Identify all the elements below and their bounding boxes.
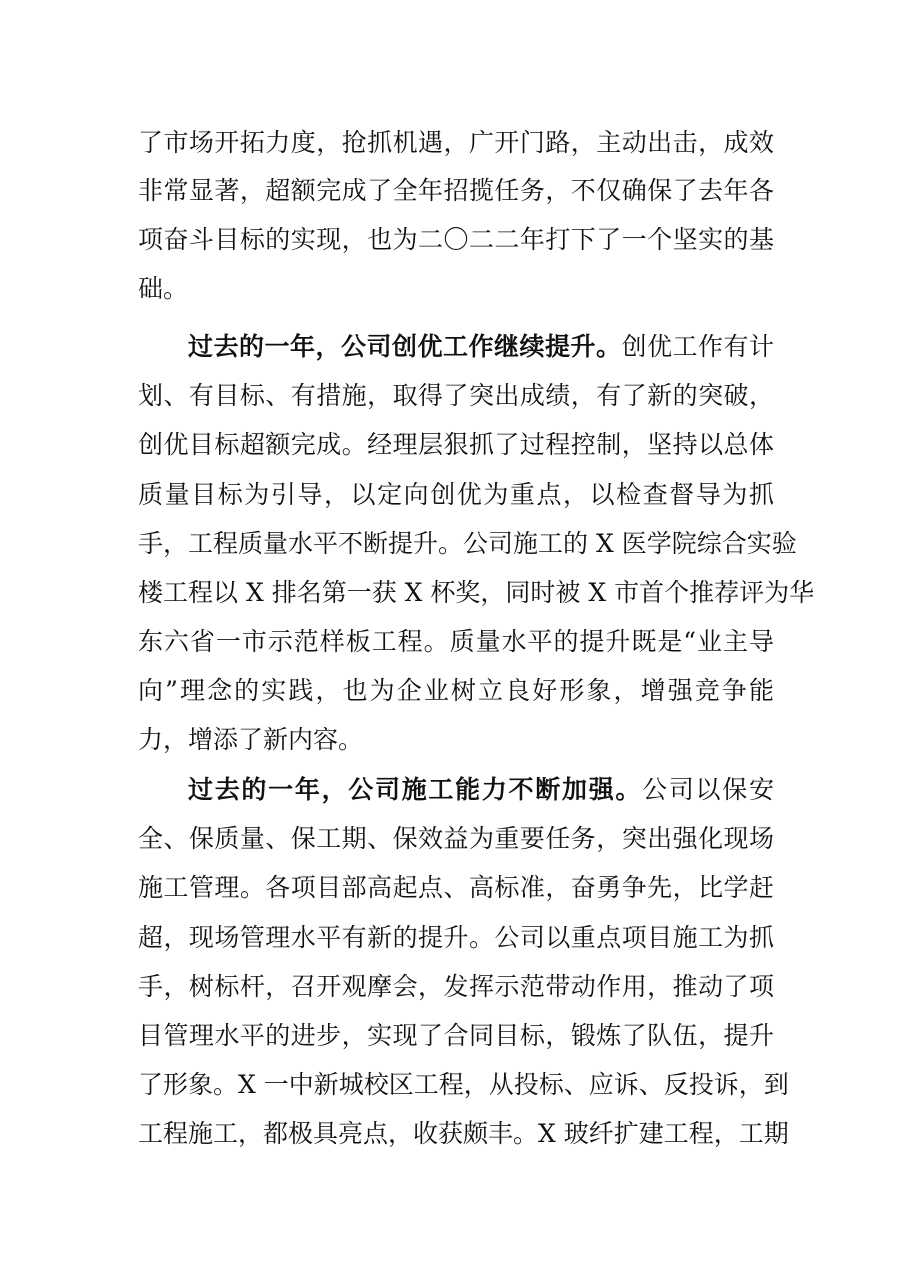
paragraph-line: 非常显著，超额完成了全年招揽任务，不仅确保了去年各: [138, 176, 774, 205]
paragraph-line: 础。: [138, 274, 189, 303]
paragraph-heading: 过去的一年，公司创优工作继续提升。: [188, 332, 622, 361]
paragraph-line: 项奋斗目标的实现，也为二〇二二年打下了一个坚实的基: [138, 225, 774, 254]
paragraph-line: 手，树标杆，召开观摩会，发挥示范带动作用，推动了项: [138, 972, 774, 1001]
paragraph-first-line: [188, 332, 774, 362]
paragraph-line: 施工管理。各项目部高起点、高标准，奋勇争先，比学赶: [138, 873, 774, 902]
paragraph-line: 划、有目标、有措施，取得了突出成绩，有了新的突破，: [138, 381, 774, 410]
paragraph-line: 了形象。X 一中新城校区工程，从投标、应诉、反投诉，到: [138, 1070, 789, 1099]
paragraph-line: 全、保质量、保工期、保效益为重要任务，突出强化现场: [138, 824, 774, 853]
paragraph-line: 向”理念的实践，也为企业树立良好形象，增强竞争能: [138, 676, 774, 705]
paragraph-line: 手，工程质量水平不断提升。公司施工的 X 医学院综合实验: [138, 529, 797, 558]
paragraph-heading-continuation: 公司以保安: [642, 775, 774, 804]
paragraph-line: 工程施工，都极具亮点，收获颇丰。X 玻纤扩建工程，工期: [138, 1119, 789, 1148]
paragraph-first-line: [188, 775, 774, 805]
paragraph-line: 目管理水平的进步，实现了合同目标，锻炼了队伍，提升: [138, 1021, 774, 1050]
paragraph-line: 创优目标超额完成。经理层狠抓了过程控制，坚持以总体: [138, 430, 774, 459]
paragraph-line: 超，现场管理水平有新的提升。公司以重点项目施工为抓: [138, 923, 774, 952]
paragraph-heading: 过去的一年，公司施工能力不断加强。: [188, 775, 643, 804]
paragraph-line: 了市场开拓力度，抢抓机遇，广开门路，主动出击，成效: [138, 128, 774, 157]
paragraph-heading-continuation: 创优工作有计: [621, 332, 774, 361]
paragraph-line: 楼工程以 X 排名第一获 X 杯奖，同时被 X 市首个推荐评为华: [138, 578, 815, 607]
paragraph-line: 力，增添了新内容。: [138, 725, 364, 754]
paragraph-line: 东六省一市示范样板工程。质量水平的提升既是“业主导: [138, 627, 774, 656]
paragraph-line: 质量目标为引导，以定向创优为重点，以检查督导为抓: [138, 480, 774, 509]
